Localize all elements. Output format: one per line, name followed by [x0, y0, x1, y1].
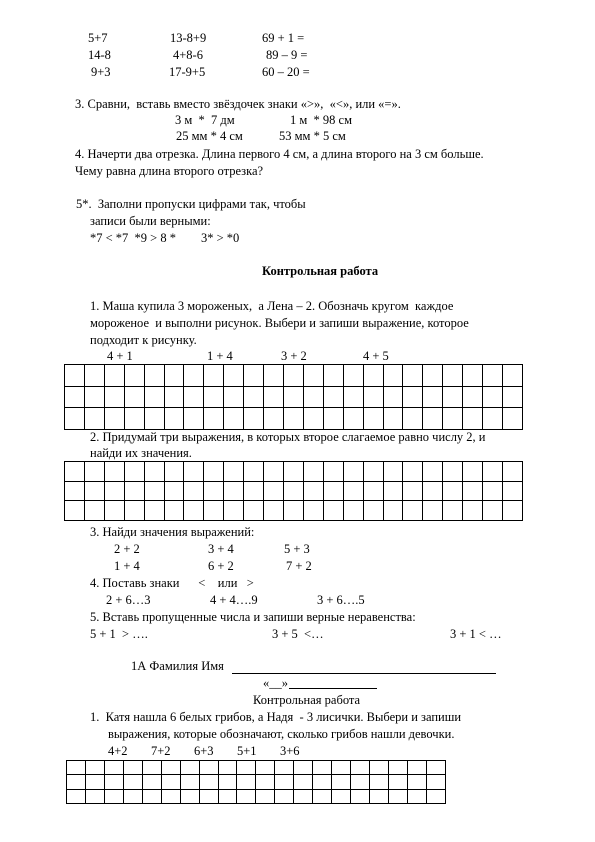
- grid-cell[interactable]: [313, 789, 332, 803]
- grid-cell[interactable]: [256, 761, 275, 775]
- grid-cell[interactable]: [363, 408, 383, 430]
- grid-cell[interactable]: [164, 462, 184, 482]
- grid-row: [65, 365, 523, 387]
- grid-cell[interactable]: [184, 386, 204, 408]
- grid-cell[interactable]: [67, 775, 86, 789]
- grid-cell[interactable]: [124, 481, 144, 501]
- grid-cell[interactable]: [256, 789, 275, 803]
- grid-cell[interactable]: [423, 501, 443, 521]
- grid-cell[interactable]: [403, 386, 423, 408]
- grid-cell[interactable]: [180, 789, 199, 803]
- grid-cell[interactable]: [313, 761, 332, 775]
- grid-cell[interactable]: [144, 386, 164, 408]
- grid-cell[interactable]: [332, 761, 351, 775]
- date-underline[interactable]: [289, 688, 377, 689]
- grid-cell[interactable]: [104, 761, 123, 775]
- grid-cell[interactable]: [332, 775, 351, 789]
- work2-option-3: 6+3: [194, 744, 214, 758]
- grid-cell[interactable]: [104, 501, 124, 521]
- grid-cell[interactable]: [142, 761, 161, 775]
- grid-cell[interactable]: [124, 365, 144, 387]
- grid-cell[interactable]: [303, 408, 323, 430]
- grid-cell[interactable]: [84, 501, 104, 521]
- grid-cell[interactable]: [244, 501, 264, 521]
- grid-cell[interactable]: [264, 481, 284, 501]
- grid-cell[interactable]: [65, 481, 85, 501]
- grid-cell[interactable]: [463, 501, 483, 521]
- grid-row: [65, 408, 523, 430]
- grid-cell[interactable]: [407, 775, 426, 789]
- grid-cell[interactable]: [370, 789, 389, 803]
- work2-task1-line2: выражения, которые обозначают, сколько грибов нашли девочки.: [108, 727, 455, 741]
- grid-row: [65, 386, 523, 408]
- task3-title: 3. Сравни, вставь вместо звёздочек знаки «>», «<», или «=».: [75, 97, 401, 111]
- grid-cell[interactable]: [343, 501, 363, 521]
- grid-cell[interactable]: [443, 481, 463, 501]
- grid-cell[interactable]: [237, 761, 256, 775]
- grid-cell[interactable]: [244, 481, 264, 501]
- grid-cell[interactable]: [104, 365, 124, 387]
- grid-cell[interactable]: [463, 481, 483, 501]
- grid-cell[interactable]: [123, 761, 142, 775]
- grid-cell[interactable]: [483, 462, 503, 482]
- grid-cell[interactable]: [199, 761, 218, 775]
- grid-cell[interactable]: [104, 481, 124, 501]
- task3-compare-1-2: 1 м * 98 см: [290, 113, 352, 127]
- grid-cell[interactable]: [502, 386, 522, 408]
- work1-option-3: 3 + 2: [281, 349, 307, 363]
- grid-cell[interactable]: [426, 775, 445, 789]
- grid-cell[interactable]: [164, 481, 184, 501]
- grid-cell[interactable]: [244, 386, 264, 408]
- grid-cell[interactable]: [343, 462, 363, 482]
- grid-cell[interactable]: [84, 386, 104, 408]
- grid-cell[interactable]: [426, 789, 445, 803]
- grid-cell[interactable]: [84, 365, 104, 387]
- grid-cell[interactable]: [443, 386, 463, 408]
- answer-grid-3[interactable]: [66, 760, 446, 804]
- grid-cell[interactable]: [463, 408, 483, 430]
- work1-task3-2-1: 1 + 4: [114, 559, 140, 573]
- grid-cell[interactable]: [403, 481, 423, 501]
- work1-option-4: 4 + 5: [363, 349, 389, 363]
- grid-cell[interactable]: [244, 408, 264, 430]
- grid-cell[interactable]: [283, 481, 303, 501]
- grid-cell[interactable]: [142, 789, 161, 803]
- grid-cell[interactable]: [423, 386, 443, 408]
- work1-task3-title: 3. Найди значения выражений:: [90, 525, 255, 539]
- grid-cell[interactable]: [343, 481, 363, 501]
- grid-cell[interactable]: [323, 462, 343, 482]
- task5-line2: записи были верными:: [90, 214, 211, 228]
- grid-row: [67, 789, 446, 803]
- grid-cell[interactable]: [443, 462, 463, 482]
- work2-option-5: 3+6: [280, 744, 300, 758]
- expr-1-1: 5+7: [88, 31, 108, 45]
- grid-cell[interactable]: [343, 408, 363, 430]
- grid-cell[interactable]: [323, 408, 343, 430]
- grid-cell[interactable]: [423, 462, 443, 482]
- answer-grid-1[interactable]: [64, 364, 523, 430]
- grid-cell[interactable]: [443, 408, 463, 430]
- grid-cell[interactable]: [303, 481, 323, 501]
- task5-line1: 5*. Заполни пропуски цифрами так, чтобы: [76, 197, 306, 211]
- grid-row: [67, 761, 446, 775]
- grid-cell[interactable]: [144, 408, 164, 430]
- expr-2-3: 89 – 9 =: [266, 48, 308, 62]
- grid-cell[interactable]: [244, 365, 264, 387]
- grid-cell[interactable]: [224, 501, 244, 521]
- work1-task3-1-3: 5 + 3: [284, 542, 310, 556]
- grid-cell[interactable]: [184, 481, 204, 501]
- grid-cell[interactable]: [204, 501, 224, 521]
- work2-title: Контрольная работа: [253, 693, 361, 707]
- grid-cell[interactable]: [164, 501, 184, 521]
- grid-cell[interactable]: [370, 761, 389, 775]
- grid-cell[interactable]: [123, 775, 142, 789]
- grid-cell[interactable]: [180, 761, 199, 775]
- grid-cell[interactable]: [184, 462, 204, 482]
- grid-cell[interactable]: [383, 481, 403, 501]
- grid-cell[interactable]: [463, 462, 483, 482]
- grid-cell[interactable]: [204, 408, 224, 430]
- grid-cell[interactable]: [144, 481, 164, 501]
- expr-1-3: 69 + 1 =: [262, 31, 305, 45]
- grid-cell[interactable]: [332, 789, 351, 803]
- grid-cell[interactable]: [303, 501, 323, 521]
- grid-cell[interactable]: [294, 789, 313, 803]
- expr-2-1: 14-8: [88, 48, 111, 62]
- grid-cell[interactable]: [403, 365, 423, 387]
- grid-cell[interactable]: [303, 386, 323, 408]
- grid-cell[interactable]: [144, 462, 164, 482]
- grid-cell[interactable]: [294, 775, 313, 789]
- grid-cell[interactable]: [388, 761, 407, 775]
- grid-cell[interactable]: [204, 462, 224, 482]
- grid-cell[interactable]: [237, 789, 256, 803]
- work1-task5-3: 3 + 1 < …: [450, 627, 502, 641]
- grid-cell[interactable]: [264, 462, 284, 482]
- work1-task3-2-2: 6 + 2: [208, 559, 234, 573]
- grid-cell[interactable]: [483, 481, 503, 501]
- grid-cell[interactable]: [161, 775, 180, 789]
- grid-cell[interactable]: [84, 481, 104, 501]
- grid-cell[interactable]: [343, 386, 363, 408]
- expr-1-2: 13-8+9: [170, 31, 207, 45]
- grid-cell[interactable]: [363, 501, 383, 521]
- grid-cell[interactable]: [323, 365, 343, 387]
- grid-cell[interactable]: [124, 386, 144, 408]
- grid-cell[interactable]: [65, 365, 85, 387]
- grid-row: [65, 462, 523, 482]
- expr-3-2: 17-9+5: [169, 65, 206, 79]
- grid-cell[interactable]: [224, 365, 244, 387]
- grid-cell[interactable]: [180, 775, 199, 789]
- grid-cell[interactable]: [224, 462, 244, 482]
- grid-cell[interactable]: [104, 386, 124, 408]
- grid-cell[interactable]: [244, 462, 264, 482]
- grid-cell[interactable]: [164, 386, 184, 408]
- grid-cell[interactable]: [67, 789, 86, 803]
- work1-task1-line1: 1. Маша купила 3 мороженых, а Лена – 2. Обозначь кругом каждое: [90, 299, 454, 313]
- grid-cell[interactable]: [144, 501, 164, 521]
- work2-option-2: 7+2: [151, 744, 171, 758]
- grid-cell[interactable]: [84, 462, 104, 482]
- grid-cell[interactable]: [184, 408, 204, 430]
- grid-cell[interactable]: [264, 501, 284, 521]
- grid-cell[interactable]: [283, 386, 303, 408]
- expr-3-1: 9+3: [91, 65, 111, 79]
- grid-cell[interactable]: [363, 481, 383, 501]
- grid-cell[interactable]: [283, 365, 303, 387]
- grid-cell[interactable]: [65, 501, 85, 521]
- grid-cell[interactable]: [343, 365, 363, 387]
- task4-line1: 4. Начерти два отрезка. Длина первого 4 см, а длина второго на 3 см больше.: [75, 147, 484, 161]
- work1-task2-line1: 2. Придумай три выражения, в которых второе слагаемое равно числу 2, и: [90, 430, 486, 444]
- grid-cell[interactable]: [275, 761, 294, 775]
- grid-cell[interactable]: [224, 481, 244, 501]
- work1-task4-2: 4 + 4….9: [210, 593, 258, 607]
- work2-task1-line1: 1. Катя нашла 6 белых грибов, а Надя - 3 лисички. Выбери и запиши: [90, 710, 462, 724]
- grid-cell[interactable]: [264, 386, 284, 408]
- grid-cell[interactable]: [204, 481, 224, 501]
- work1-task3-1-2: 3 + 4: [208, 542, 234, 556]
- grid-cell[interactable]: [370, 775, 389, 789]
- grid-cell[interactable]: [164, 408, 184, 430]
- grid-cell[interactable]: [351, 761, 370, 775]
- grid-cell[interactable]: [502, 462, 522, 482]
- grid-cell[interactable]: [85, 761, 104, 775]
- grid-cell[interactable]: [351, 775, 370, 789]
- grid-cell[interactable]: [184, 365, 204, 387]
- grid-cell[interactable]: [283, 501, 303, 521]
- grid-cell[interactable]: [443, 365, 463, 387]
- grid-cell[interactable]: [483, 408, 503, 430]
- work1-task2-line2: найди их значения.: [90, 446, 192, 460]
- grid-cell[interactable]: [67, 761, 86, 775]
- grid-cell[interactable]: [303, 365, 323, 387]
- work1-task3-1-1: 2 + 2: [114, 542, 140, 556]
- grid-cell[interactable]: [275, 775, 294, 789]
- work1-task5-1: 5 + 1 > ….: [90, 627, 148, 641]
- work2-name-label: 1А Фамилия Имя: [131, 659, 224, 673]
- grid-cell[interactable]: [294, 761, 313, 775]
- grid-cell[interactable]: [351, 789, 370, 803]
- grid-cell[interactable]: [85, 775, 104, 789]
- task3-compare-2-1: 25 мм * 4 см: [176, 129, 243, 143]
- grid-cell[interactable]: [403, 408, 423, 430]
- task3-compare-2-2: 53 мм * 5 см: [279, 129, 346, 143]
- grid-cell[interactable]: [142, 775, 161, 789]
- work1-option-1: 4 + 1: [107, 349, 133, 363]
- grid-cell[interactable]: [224, 386, 244, 408]
- grid-cell[interactable]: [323, 386, 343, 408]
- grid-cell[interactable]: [303, 462, 323, 482]
- work1-title: Контрольная работа: [262, 264, 379, 278]
- answer-grid-2[interactable]: [64, 461, 523, 521]
- grid-cell[interactable]: [423, 408, 443, 430]
- grid-cell[interactable]: [363, 462, 383, 482]
- grid-cell[interactable]: [403, 462, 423, 482]
- grid-cell[interactable]: [224, 408, 244, 430]
- grid-cell[interactable]: [403, 501, 423, 521]
- grid-cell[interactable]: [323, 481, 343, 501]
- work2-option-1: 4+2: [108, 744, 128, 758]
- grid-cell[interactable]: [218, 761, 237, 775]
- task4-line2: Чему равна длина второго отрезка?: [75, 164, 264, 178]
- grid-cell[interactable]: [388, 775, 407, 789]
- grid-cell[interactable]: [283, 408, 303, 430]
- grid-cell[interactable]: [124, 408, 144, 430]
- grid-cell[interactable]: [483, 386, 503, 408]
- grid-cell[interactable]: [443, 501, 463, 521]
- grid-cell[interactable]: [84, 408, 104, 430]
- grid-cell[interactable]: [502, 408, 522, 430]
- grid-cell[interactable]: [104, 775, 123, 789]
- work1-task4-1: 2 + 6…3: [106, 593, 151, 607]
- grid-cell[interactable]: [264, 408, 284, 430]
- grid-cell[interactable]: [124, 501, 144, 521]
- grid-cell[interactable]: [383, 386, 403, 408]
- grid-cell[interactable]: [407, 789, 426, 803]
- work1-task4-title: 4. Поставь знаки < или >: [90, 576, 254, 590]
- grid-cell[interactable]: [502, 365, 522, 387]
- work1-task5-title: 5. Вставь пропущенные числа и запиши верные неравенства:: [90, 610, 416, 624]
- grid-cell[interactable]: [199, 775, 218, 789]
- task3-compare-1-1: 3 м * 7 дм: [175, 113, 235, 127]
- grid-cell[interactable]: [463, 386, 483, 408]
- grid-cell[interactable]: [161, 761, 180, 775]
- work2-date-quote: «__»: [263, 676, 288, 690]
- grid-cell[interactable]: [104, 789, 123, 803]
- grid-cell[interactable]: [65, 462, 85, 482]
- grid-cell[interactable]: [283, 462, 303, 482]
- grid-cell[interactable]: [483, 365, 503, 387]
- grid-cell[interactable]: [256, 775, 275, 789]
- grid-cell[interactable]: [502, 481, 522, 501]
- grid-cell[interactable]: [161, 789, 180, 803]
- work1-task3-2-3: 7 + 2: [286, 559, 312, 573]
- grid-cell[interactable]: [383, 408, 403, 430]
- work1-task4-3: 3 + 6….5: [317, 593, 365, 607]
- grid-cell[interactable]: [65, 386, 85, 408]
- grid-cell[interactable]: [423, 365, 443, 387]
- grid-cell[interactable]: [264, 365, 284, 387]
- grid-cell[interactable]: [275, 789, 294, 803]
- grid-cell[interactable]: [184, 501, 204, 521]
- grid-cell[interactable]: [199, 789, 218, 803]
- grid-cell[interactable]: [426, 761, 445, 775]
- grid-cell[interactable]: [502, 501, 522, 521]
- grid-cell[interactable]: [164, 365, 184, 387]
- work1-task1-line3: подходит к рисунку.: [90, 333, 197, 347]
- grid-cell[interactable]: [237, 775, 256, 789]
- grid-cell[interactable]: [123, 789, 142, 803]
- work2-option-4: 5+1: [237, 744, 257, 758]
- grid-cell[interactable]: [363, 386, 383, 408]
- work1-task5-2: 3 + 5 <…: [272, 627, 324, 641]
- grid-cell[interactable]: [323, 501, 343, 521]
- grid-cell[interactable]: [104, 408, 124, 430]
- grid-row: [65, 501, 523, 521]
- grid-cell[interactable]: [218, 789, 237, 803]
- grid-row: [65, 481, 523, 501]
- expr-2-2: 4+8-6: [173, 48, 203, 62]
- grid-cell[interactable]: [144, 365, 164, 387]
- grid-cell[interactable]: [383, 365, 403, 387]
- work1-option-2: 1 + 4: [207, 349, 233, 363]
- grid-cell[interactable]: [204, 365, 224, 387]
- grid-cell[interactable]: [383, 462, 403, 482]
- grid-row: [67, 775, 446, 789]
- task5-line3: *7 < *7 *9 > 8 * 3* > *0: [90, 231, 240, 245]
- grid-cell[interactable]: [65, 408, 85, 430]
- expr-3-3: 60 – 20 =: [262, 65, 310, 79]
- grid-cell[interactable]: [483, 501, 503, 521]
- grid-cell[interactable]: [218, 775, 237, 789]
- grid-cell[interactable]: [204, 386, 224, 408]
- grid-cell[interactable]: [388, 789, 407, 803]
- grid-cell[interactable]: [313, 775, 332, 789]
- grid-cell[interactable]: [363, 365, 383, 387]
- name-underline[interactable]: [232, 673, 496, 674]
- grid-cell[interactable]: [104, 462, 124, 482]
- grid-cell[interactable]: [124, 462, 144, 482]
- grid-cell[interactable]: [407, 761, 426, 775]
- grid-cell[interactable]: [423, 481, 443, 501]
- grid-cell[interactable]: [85, 789, 104, 803]
- grid-cell[interactable]: [463, 365, 483, 387]
- grid-cell[interactable]: [383, 501, 403, 521]
- work1-task1-line2: мороженое и выполни рисунок. Выбери и запиши выражение, которое: [90, 316, 469, 330]
